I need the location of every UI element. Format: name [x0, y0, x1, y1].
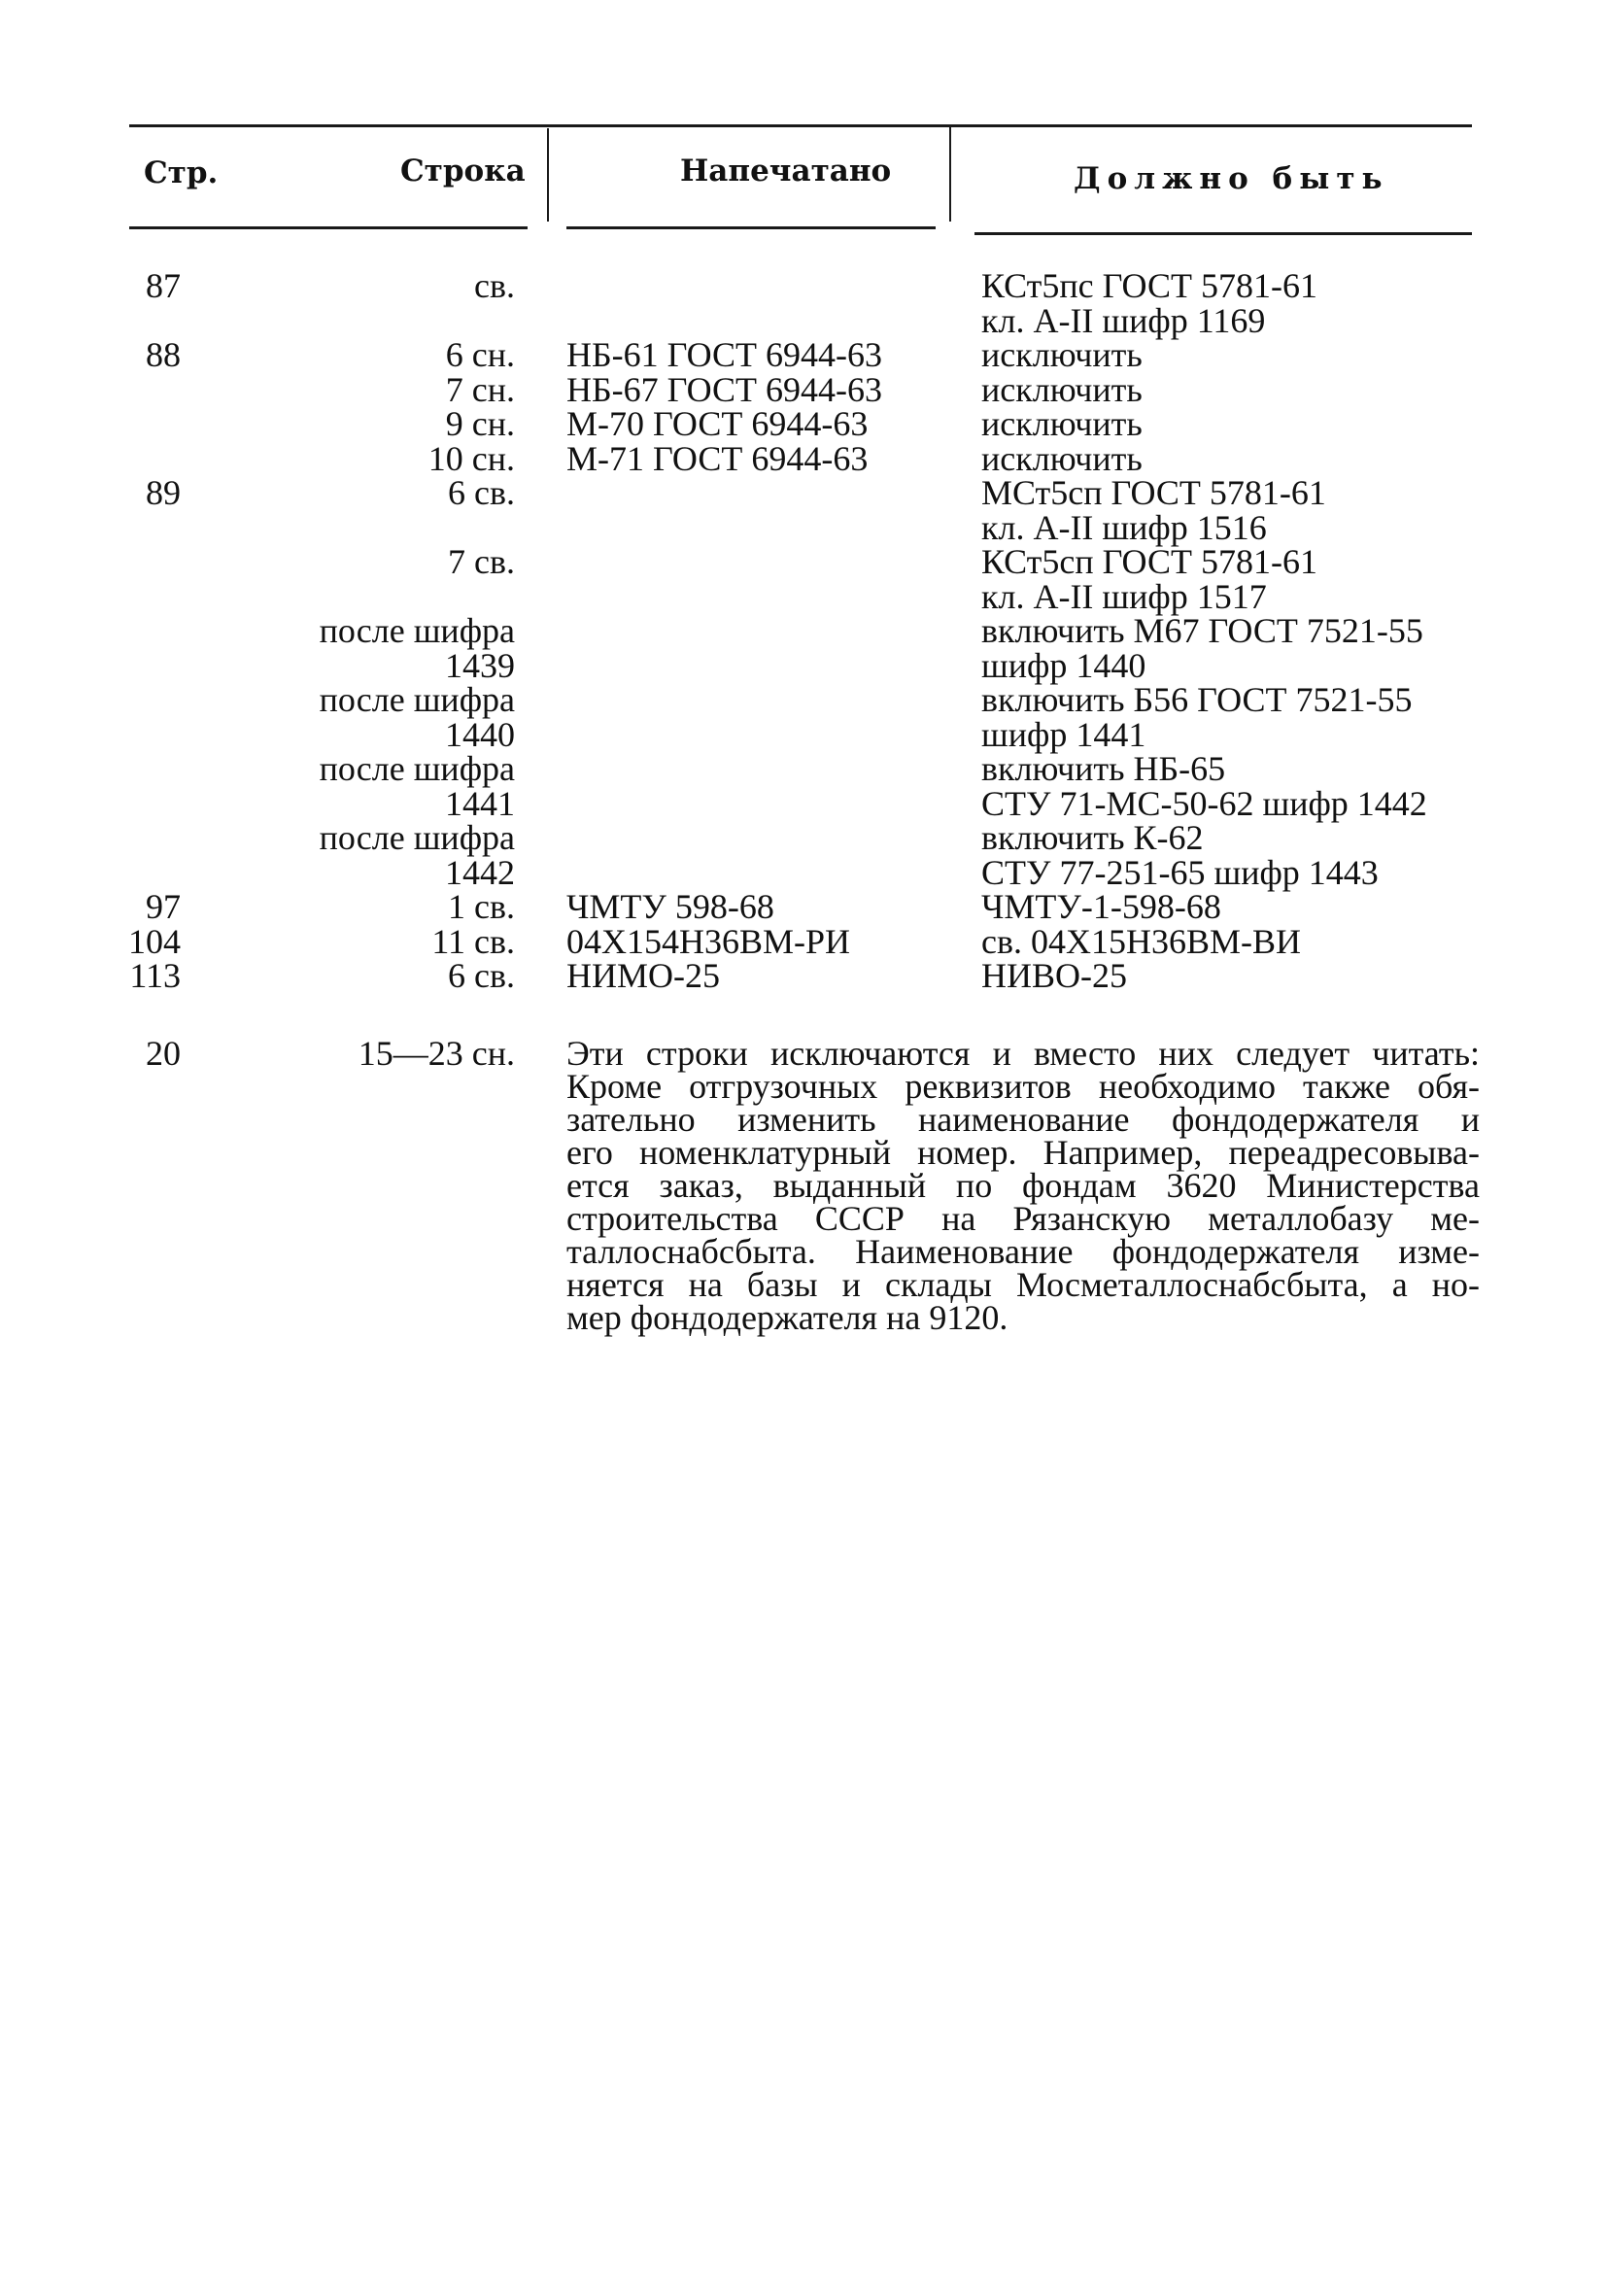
row-page-number: 113	[129, 956, 181, 995]
row-line-ref: после шифра	[319, 818, 515, 857]
row-correct-text: кл. А-II шифр 1169	[981, 300, 1266, 340]
row-line-ref: 7 сн.	[445, 369, 515, 409]
note-page-number: 20	[146, 1034, 181, 1073]
row-line-ref: 6 сн.	[445, 335, 515, 374]
row-line-ref: 9 сн.	[445, 404, 515, 443]
row-line-ref: 6 св.	[448, 473, 515, 512]
row-page-number: 87	[146, 266, 181, 305]
row-page-number: 97	[146, 887, 181, 926]
row-correct-text: шифр 1440	[981, 645, 1146, 685]
row-correct-text: включить НБ-65	[981, 749, 1226, 788]
row-correct-text: включить К-62	[981, 818, 1204, 857]
row-page-number: 88	[146, 335, 181, 374]
note-paragraph-line: зательно изменить наименование фондодержателя и	[566, 1100, 1480, 1139]
header-should-be-label: Должно быть	[1074, 161, 1389, 196]
note-paragraph-line: няется на базы и склады Мосметаллоснабсбыта, а но-	[566, 1265, 1480, 1304]
row-correct-text: МСт5сп ГОСТ 5781-61	[981, 473, 1326, 512]
note-paragraph-line: мер фондодержателя на 9120.	[566, 1298, 1008, 1337]
row-printed-text: М-70 ГОСТ 6944-63	[566, 404, 869, 443]
row-line-ref: 7 св.	[448, 542, 515, 581]
note-line-ref: 15—23 сн.	[358, 1034, 515, 1073]
header-line-label: Строка	[400, 154, 526, 188]
row-correct-text: исключить	[981, 335, 1143, 374]
row-line-ref: после шифра	[319, 680, 515, 719]
note-paragraph-line: его номенклатурный номер. Например, переадресовыва-	[566, 1133, 1480, 1172]
row-line-ref: 1439	[445, 645, 515, 685]
row-correct-text: включить М67 ГОСТ 7521-55	[981, 611, 1423, 650]
row-printed-text: НБ-67 ГОСТ 6944-63	[566, 369, 883, 409]
row-correct-text: КСт5пс ГОСТ 5781-61	[981, 266, 1317, 305]
row-correct-text: исключить	[981, 438, 1143, 478]
row-line-ref: 1441	[445, 783, 515, 823]
row-correct-text: СТУ 71-МС-50-62 шифр 1442	[981, 783, 1427, 823]
header-page-label: Стр.	[144, 155, 219, 190]
row-printed-text: 04Х154Н36ВМ-РИ	[566, 921, 851, 961]
row-printed-text: НБ-61 ГОСТ 6944-63	[566, 335, 883, 374]
row-correct-text: НИВО-25	[981, 956, 1127, 995]
row-correct-text: ЧМТУ-1-598-68	[981, 887, 1221, 926]
row-line-ref: св.	[474, 266, 515, 305]
row-line-ref: 6 св.	[448, 956, 515, 995]
row-correct-text: исключить	[981, 404, 1143, 443]
row-line-ref: 1442	[445, 852, 515, 892]
row-printed-text: М-71 ГОСТ 6944-63	[566, 438, 869, 478]
row-page-number: 104	[128, 921, 181, 961]
row-line-ref: 1 св.	[448, 887, 515, 926]
header-printed-label: Напечатано	[680, 154, 892, 188]
row-correct-text: СТУ 77-251-65 шифр 1443	[981, 852, 1379, 892]
note-paragraph-line: Эти строки исключаются и вместо них следует читать:	[566, 1034, 1480, 1073]
row-correct-text: исключить	[981, 369, 1143, 409]
note-paragraph-line: таллоснабсбыта. Наименование фондодержателя изме-	[566, 1232, 1480, 1271]
row-correct-text: св. 04Х15Н36ВМ-ВИ	[981, 921, 1301, 961]
row-correct-text: кл. А-II шифр 1516	[981, 507, 1267, 547]
row-correct-text: включить Б56 ГОСТ 7521-55	[981, 680, 1413, 719]
row-correct-text: шифр 1441	[981, 714, 1146, 754]
row-line-ref: 1440	[445, 714, 515, 754]
row-line-ref: после шифра	[319, 611, 515, 650]
row-page-number: 89	[146, 473, 181, 512]
row-line-ref: 11 св.	[431, 921, 515, 961]
row-printed-text: ЧМТУ 598-68	[566, 887, 774, 926]
note-paragraph-line: Кроме отгрузочных реквизитов необходимо также обя-	[566, 1067, 1480, 1106]
row-line-ref: после шифра	[319, 749, 515, 788]
row-correct-text: кл. А-II шифр 1517	[981, 576, 1267, 616]
row-correct-text: КСт5сп ГОСТ 5781-61	[981, 542, 1317, 581]
row-line-ref: 10 сн.	[427, 438, 515, 478]
row-printed-text: НИМО-25	[566, 956, 720, 995]
note-paragraph-line: ется заказ, выданный по фондам 3620 Министерства	[566, 1166, 1480, 1205]
note-paragraph-line: строительства СССР на Рязанскую металлобазу ме-	[566, 1199, 1480, 1238]
